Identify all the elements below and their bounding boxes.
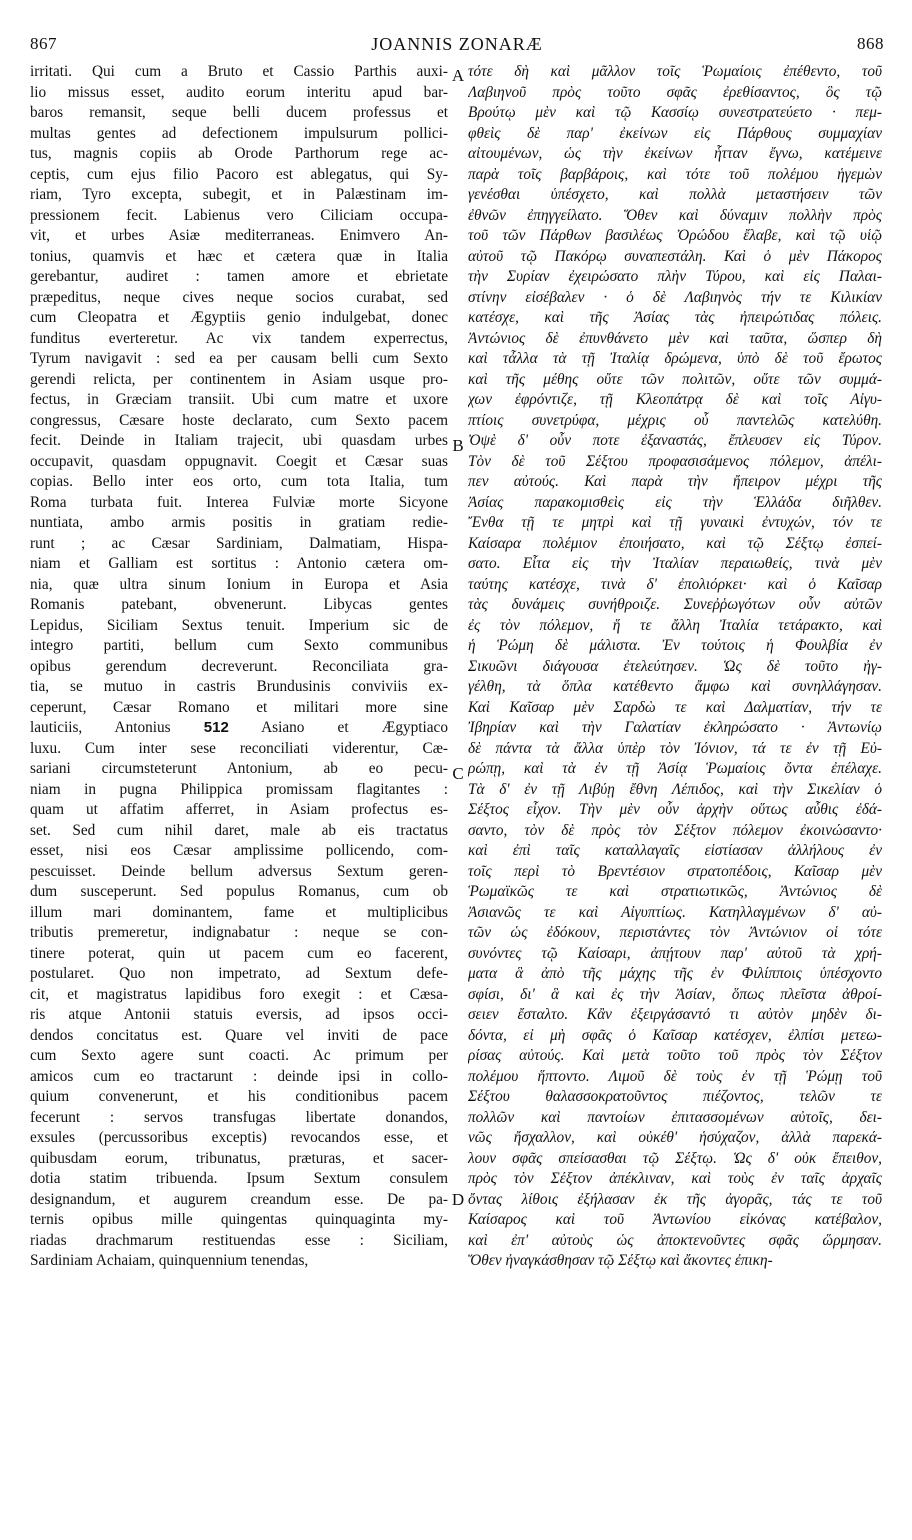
greek-text-line: σειεν ἔσταλτο. Κἂν ἐξειργάσαντό τι αὐτὸν μηδὲν δι- <box>468 1006 882 1023</box>
margin-marker-d: D <box>451 1190 465 1209</box>
latin-text-line: dendos concitatus est. Quare vel inviti de pace <box>30 1026 448 1044</box>
latin-text-line: nuntiata, ambo armis positis in gratiam redie- <box>30 514 448 531</box>
latin-text-line: quibusdam eorum, tribunatus, præturas, et sacer- <box>30 1149 448 1167</box>
latin-text-line: pescuisset. Deinde bellum adversus Sextum geren- <box>30 862 448 880</box>
greek-text-line: Τὰ δ' ἐν τῇ Λιβύῃ ἔθνη Λέπιδος, καὶ τὴν Σικελίαν ὁ <box>468 780 882 798</box>
greek-text-line: δόντα, εἰ μὴ σφᾶς ὁ Καῖσαρ κατέσχεν, ἐλπίσι μετεω- <box>468 1026 882 1044</box>
greek-text-line: τότε δὴ καὶ μᾶλλον τοῖς Ῥωμαίοις ἐπέθεντο, τοῦ <box>468 63 882 80</box>
greek-text-line: Ὅθεν ἠναγκάσθησαν τῷ Σέξτῳ καὶ ἄκοντες ἐπικη- <box>468 1252 773 1269</box>
greek-text-line: Βρούτῳ μὲν καὶ τῷ Κασσίῳ συνεστρατεύετο · πεμ- <box>468 104 882 121</box>
greek-text-line: Ὀψὲ δ' οὖν ποτε ἐξαναστάς, ἔπλευσεν εἰς Τύρον. <box>468 432 882 449</box>
latin-text-line: luxu. Cum inter sese reconciliati viderentur, Cæ- <box>30 739 448 757</box>
latin-text-line: Sardiniam Achaiam, quinquennium tenendas, <box>30 1252 309 1269</box>
greek-text-line: καὶ τῆς μέθης οὔτε τῶν πολιτῶν, οὔτε τῶν συμμά- <box>468 370 882 388</box>
latin-text-line: tributis premeretur, indignabatur : neque se con- <box>30 924 448 941</box>
greek-text-line: πολέμου ἥπτοντο. Λιμοῦ δὲ τοὺς ἐν τῇ Ῥώμῃ τοῦ <box>468 1067 882 1085</box>
latin-text-line: tonius, quamvis et hæc et cætera quæ in Italia <box>30 247 448 265</box>
latin-text-line: dotia statim tribuenda. Ipsum Sextum consulem <box>30 1170 448 1187</box>
greek-text-line: πτίοις συνετρύφα, μέχρις οὗ παντελῶς κατελύθη. <box>468 411 882 429</box>
greek-text-line: κατέσχε, καὶ τῆς Ἀσίας τὰς ἠπειρώτιδας πόλεις. <box>468 309 882 326</box>
greek-text-line: χων ἐφρόντιζε, τῇ Κλεοπάτρᾳ δὲ καὶ τοῖς Αἰγυ- <box>468 391 882 408</box>
greek-text-line: Λαβιηνοῦ πρὸς τοῦτο σφᾶς ἐρεθίσαντος, ὃς τῷ <box>468 83 882 101</box>
page-number-right: 868 <box>857 34 884 53</box>
greek-text-line: πεν αὐτούς. Καὶ παρὰ τὴν ἤπειρον μέχρι τῆς <box>468 473 882 490</box>
latin-text-line: Lepidus, Siciliam Sextus tenuit. Imperium sic de <box>30 616 448 634</box>
greek-text-line: Ἰβηρίαν καὶ τὴν Γαλατίαν ἐκληρώσατο · Ἀντωνίῳ <box>468 719 882 736</box>
latin-text-line: esset, nisi eos Cæsar amplissime pollicendo, com- <box>30 842 448 859</box>
latin-column <box>30 62 448 1272</box>
latin-text-line: cit, et magistratus lapidibus foro exegit : et Cæsa- <box>30 985 448 1003</box>
greek-text-line: στίνην εἰσέβαλεν · ὁ δὲ Λαβιηνὸς τήν τε Κιλικίαν <box>468 288 882 306</box>
greek-text-line: γέλθη, τὰ ὅπλα κατέθεντο ἄμφω καὶ συνηλλάγησαν. <box>468 678 882 695</box>
latin-text-line: fecit. Deinde in Italiam trajecit, ubi quasdam urbes <box>30 432 448 449</box>
margin-marker-c: C <box>452 764 464 783</box>
latin-text-line: set. Sed cum nihil daret, male ab eis tractatus <box>30 821 448 839</box>
latin-text-line: dum susceperunt. Sed populus Romanus, cum ob <box>30 883 448 900</box>
latin-text-line: nia, quæ ultra sinum Ionium in Europa et Asia <box>30 575 448 593</box>
greek-text-line: Ἀντώνιος δὲ ἐπυνθάνετο μὲν καὶ ταῦτα, ὥσπερ δὴ <box>468 329 882 347</box>
greek-text-line: ὄντας λίθοις ἐξήλασαν ἐκ τῆς ἀγορᾶς, τάς τε τοῦ <box>468 1190 882 1208</box>
latin-text-line: gerendi relicta, per continentem in Asiam usque pro- <box>30 370 448 388</box>
greek-text-line: καὶ τἆλλα τὰ τῇ Ἰταλίᾳ δρώμενα, ὑπὸ δὲ τοῦ ἔρωτος <box>468 350 882 367</box>
latin-text-line: opibus gerendum decreverunt. Reconciliata gra- <box>30 657 448 675</box>
latin-text-line: baros remansit, seque belli ducem professus et <box>30 104 448 121</box>
latin-text-line: ternis opibus mille quingentas quinquaginta my- <box>30 1211 448 1228</box>
latin-text-line: præpeditus, neque cives neque socios curabat, sed <box>30 288 448 306</box>
latin-text-line: cum Cleopatra et Ægyptiis genio indulgebat, donec <box>30 309 448 326</box>
greek-text-line: Καὶ Καῖσαρ μὲν Σαρδὼ τε καὶ Δαλματίαν, τήν τε <box>468 698 882 716</box>
greek-text-line: ταύτης κατέσχε, τινὰ δ' ἐπολιόρκει· καὶ ὁ Καῖσαρ <box>468 575 882 593</box>
latin-text-line: integro partiti, bellum cum Sexto communibus <box>30 637 448 654</box>
latin-text-line: gerebantur, audiret : tamen amore et ebrietate <box>30 268 448 285</box>
greek-text-line: τοῦ τῶν Πάρθων βασιλέως Ὀρώδου ἔλαβε, καὶ τῷ υἱῷ <box>468 227 882 244</box>
greek-text-line: Ἀσίας παρακομισθεὶς εἰς τὴν Ἑλλάδα διῆλθεν. <box>468 493 882 511</box>
greek-text-line: φθεὶς δὲ παρ' ἐκείνων εἰς Πάρθους συμμαχίαν <box>468 124 882 142</box>
latin-text-line: ceperunt, Cæsar Romano et militari more sine <box>30 698 448 716</box>
latin-text-line: quium convenerunt, et his conditionibus pacem <box>30 1088 448 1105</box>
greek-text-line: νῶς ἤσχαλλον, καὶ οὐκέθ' ἡσύχαζον, ἀλλὰ παρεκά- <box>468 1129 882 1146</box>
greek-text-line: καὶ ἐπὶ ταῖς καταλλαγαῖς εἱστίασαν ἀλλήλους ἐν <box>468 842 882 859</box>
margin-marker-a: A <box>451 66 465 85</box>
latin-text-line: Tyrum navigavit : sed ea per causam belli cum Sexto <box>30 350 448 367</box>
greek-text-line: σφίσι, δι' ἃ καὶ ἐς τὴν Ἀσίαν, ὅπως πλεῖστα ἀθροί- <box>468 985 882 1003</box>
inline-page-reference: 512 <box>203 719 229 736</box>
latin-text-line: fectus, in Græciam transiit. Ubi cum matre et uxore <box>30 391 448 408</box>
greek-text-line: σατο. Εἶτα εἰς τὴν Ἰταλίαν περαιωθείς, τινὰ μὲν <box>468 555 882 572</box>
greek-text-line: δὲ πάντα τὰ ἄλλα ὑπὲρ τὸν Ἰόνιον, τά τε ἐν τῇ Εὐ- <box>468 739 882 757</box>
greek-text-line: ἡ Ῥώμη δὲ μάλιστα. Ἐν τούτοις ἡ Φουλβία ἐν <box>468 637 882 654</box>
greek-text-line: Σικυῶνι διάγουσα ἐτελεύτησεν. Ὡς δὲ τοῦτο ἠγ- <box>468 657 882 675</box>
greek-text-line: ρίσας αὐτούς. Καὶ μετὰ τοῦτο τοῦ πρὸς τὸν Σέξτον <box>468 1047 882 1064</box>
latin-text-line: tus, magnis copiis ab Orode Parthorum rege ac- <box>30 145 448 162</box>
greek-text-line: ἐς τὸν πόλεμον, ἥ τε ἄλλη Ἰταλία τετάρακτο, καὶ <box>468 616 882 634</box>
greek-text-line: τὴν Συρίαν ἐχειρώσατο πλὴν Τύρου, καὶ εἰς Παλαι- <box>468 268 882 285</box>
latin-text-line: exsules (percussoribus exceptis) revocandos esse, et <box>30 1129 448 1146</box>
greek-column <box>468 62 882 1272</box>
greek-text-line: Σέξτος εἶχον. Τὴν μὲν οὖν ἀρχὴν οὕτως αὖθις ἐδά- <box>468 801 882 818</box>
latin-text-line: lio missus esset, audito eorum interitu apud bar- <box>30 83 448 101</box>
greek-text-line: Καίσαρος καὶ τοῦ Ἀντωνίου εἰκόνας κατέβαλον, <box>468 1211 882 1228</box>
latin-text-line: quam ut affatim afferret, in Asiam profectus es- <box>30 801 448 818</box>
latin-text-line: fecerunt : servos transfugas libertate donandos, <box>30 1108 448 1126</box>
latin-text-line: designandum, et augurem creandum esse. De pa- <box>30 1190 448 1208</box>
greek-text-line: πρὸς τὸν Σέξτον ἀπέκλιναν, καὶ τοὺς ἐν ταῖς ἀρχαῖς <box>468 1170 882 1187</box>
latin-text-line: postularet. Quo non impetrato, ad Sextum defe- <box>30 965 448 982</box>
latin-text-line: riam, Tyro excepta, subegit, et in Palæstinam im- <box>30 186 448 203</box>
latin-text-line: ceptis, cum ejus filio Pacoro est ablegatus, qui Sy- <box>30 165 448 183</box>
latin-text-line: cum Sexto agere sunt coacti. Ac primum per <box>30 1047 448 1064</box>
greek-text-line: Ἔνθα τῇ τε μητρὶ καὶ τῇ γυναικὶ ἐντυχών, τόν τε <box>468 514 882 531</box>
running-title: JOANNIS ZONARÆ <box>371 34 543 54</box>
latin-text-line: lauticiis, Antonius 512 Asiano et Ægyptiaco <box>30 719 448 736</box>
greek-text-line: Καίσαρα πολέμιον ἐποιήσατο, καὶ τῷ Σέξτῳ ἐσπεί- <box>468 534 882 552</box>
greek-text-line: συνόντες τῷ Καίσαρι, ἀπῄτουν παρ' αὐτοῦ τὰ χρή- <box>468 944 882 962</box>
latin-text-line: sariani circumsteterunt Antonium, ab eo pecu- <box>30 760 448 777</box>
greek-text-line: πολλῶν καὶ παντοίων ἐπιτασσομένων αὐτοῖς, δει- <box>468 1108 882 1126</box>
greek-text-line: Σέξτου θαλασσοκρατοῦντος πιέζοντος, τελῶν τε <box>468 1088 882 1105</box>
latin-text-line: niam in pugna Philippica promissam flagitantes : <box>30 780 448 798</box>
greek-text-line: Ῥωμαϊκῶς τε καὶ στρατιωτικῶς, Ἀντώνιος δὲ <box>468 883 882 900</box>
greek-text-line: τὰς δυνάμεις συνήθροιζε. Συνεῤῥωγότων οὖν αὐτῶν <box>468 596 882 613</box>
latin-text-line: congressus, Cæsare hoste declarato, cum Sexto pacem <box>30 411 448 429</box>
greek-text-line: σαντο, τὸν δὲ πρὸς τὸν Σέξτον πόλεμον ἐκοινώσαντο· <box>468 821 882 839</box>
greek-text-line: τῶν ὡς ἐδόκουν, περιστάντες τὸν Ἀντώνιον οἱ τότε <box>468 924 882 941</box>
latin-text-line: occupavit, quasdam oppugnavit. Coegit et Cæsar suas <box>30 452 448 470</box>
latin-text-line: runt ; ac Cæsar Sardiniam, Dalmatiam, Hispa- <box>30 534 448 552</box>
latin-text-line: illum mari dominantem, fame et multiplicibus <box>30 903 448 921</box>
latin-text-line: tinere poterat, quin ut pacem cum eo facerent, <box>30 944 448 962</box>
latin-text-line: funditus everteretur. Ac vix tandem experrectus, <box>30 329 448 347</box>
latin-text-line: ris atque Antonii statuis eversis, ad ipsos occi- <box>30 1006 448 1023</box>
greek-text-line: παρὰ τοῖς βαρβάροις, καὶ τότε τοῦ πολέμου ἡγεμὼν <box>468 165 882 183</box>
margin-marker-b: B <box>452 436 464 455</box>
greek-text-line: ρώπῃ, καὶ τὰ ἐν τῇ Ἀσίᾳ Ῥωμαίοις ὄντα ἐπέλαχε. <box>468 760 882 777</box>
greek-text-line: γενέσθαι ὑπέσχετο, καὶ πολλὰ μεταστήσειν τῶν <box>468 186 882 203</box>
latin-text-line: niam et Galliam est sortitus : Antonio cætera om- <box>30 555 448 572</box>
latin-text-line: copias. Bello inter eos orto, cum tota Italia, tum <box>30 473 448 490</box>
page-number-left: 867 <box>30 34 57 53</box>
greek-text-line: Ἀσιανῶς τε καὶ Αἰγυπτίως. Κατηλλαγμένων δ' αὐ- <box>468 903 882 921</box>
latin-text-line: vit, et urbes Asiæ mediterraneas. Enimvero An- <box>30 227 448 244</box>
latin-text-line: pressionem fecit. Labienus vero Ciliciam occupa- <box>30 206 448 224</box>
running-header <box>30 34 884 60</box>
latin-text-line: multas gentes ad defectionem impulsurum pollici- <box>30 124 448 142</box>
latin-text-line: riadas drachmarum restituendas esse : Siciliam, <box>30 1231 448 1249</box>
latin-text-line: amicos cum eo tractarunt : deinde ipsi in collo- <box>30 1067 448 1085</box>
latin-text-line: Roma turbata fuit. Interea Fulviæ morte Sicyone <box>30 493 448 511</box>
greek-text-line: ἐθνῶν ἐπηγγείλατο. Ὅθεν καὶ δύναμιν πολλὴν πρὸς <box>468 206 882 224</box>
latin-text-line: Romanis patebant, obvenerunt. Libycas gentes <box>30 596 448 613</box>
latin-text-line: tia, se mutuo in castris Brundusinis conviviis ex- <box>30 678 448 695</box>
greek-text-line: Τὸν δὲ τοῦ Σέξτου προφασισάμενος πόλεμον, ἀπέλι- <box>468 452 882 470</box>
greek-text-line: λουν σφᾶς σπείσασθαι τῷ Σέξτῳ. Ὡς δ' οὐκ ἔπειθον, <box>468 1149 882 1167</box>
greek-text-line: αὐτοῦ τῷ Πακόρῳ συναπεστάλη. Καὶ ὁ μὲν Πάκορος <box>468 247 882 265</box>
greek-text-line: τοῖς περὶ τὸ Βρεντέσιον στρατοπέδοις, Καῖσαρ μὲν <box>468 862 882 880</box>
latin-text-line: irritati. Qui cum a Bruto et Cassio Parthis auxi- <box>30 63 448 80</box>
greek-text-line: ματα ἃ ἀπὸ τῆς μάχης τῆς ἐν Φιλίπποις ὑπέσχοντο <box>468 965 882 982</box>
greek-text-line: καὶ ἐπ' αὐτοὺς ὡς ἀποκτενοῦντες σφᾶς ὥρμησαν. <box>468 1231 882 1249</box>
greek-text-line: αἰτουμένων, ὡς τὴν ἐκείνων ἧτταν ἔγνω, κατέμεινε <box>468 145 882 162</box>
